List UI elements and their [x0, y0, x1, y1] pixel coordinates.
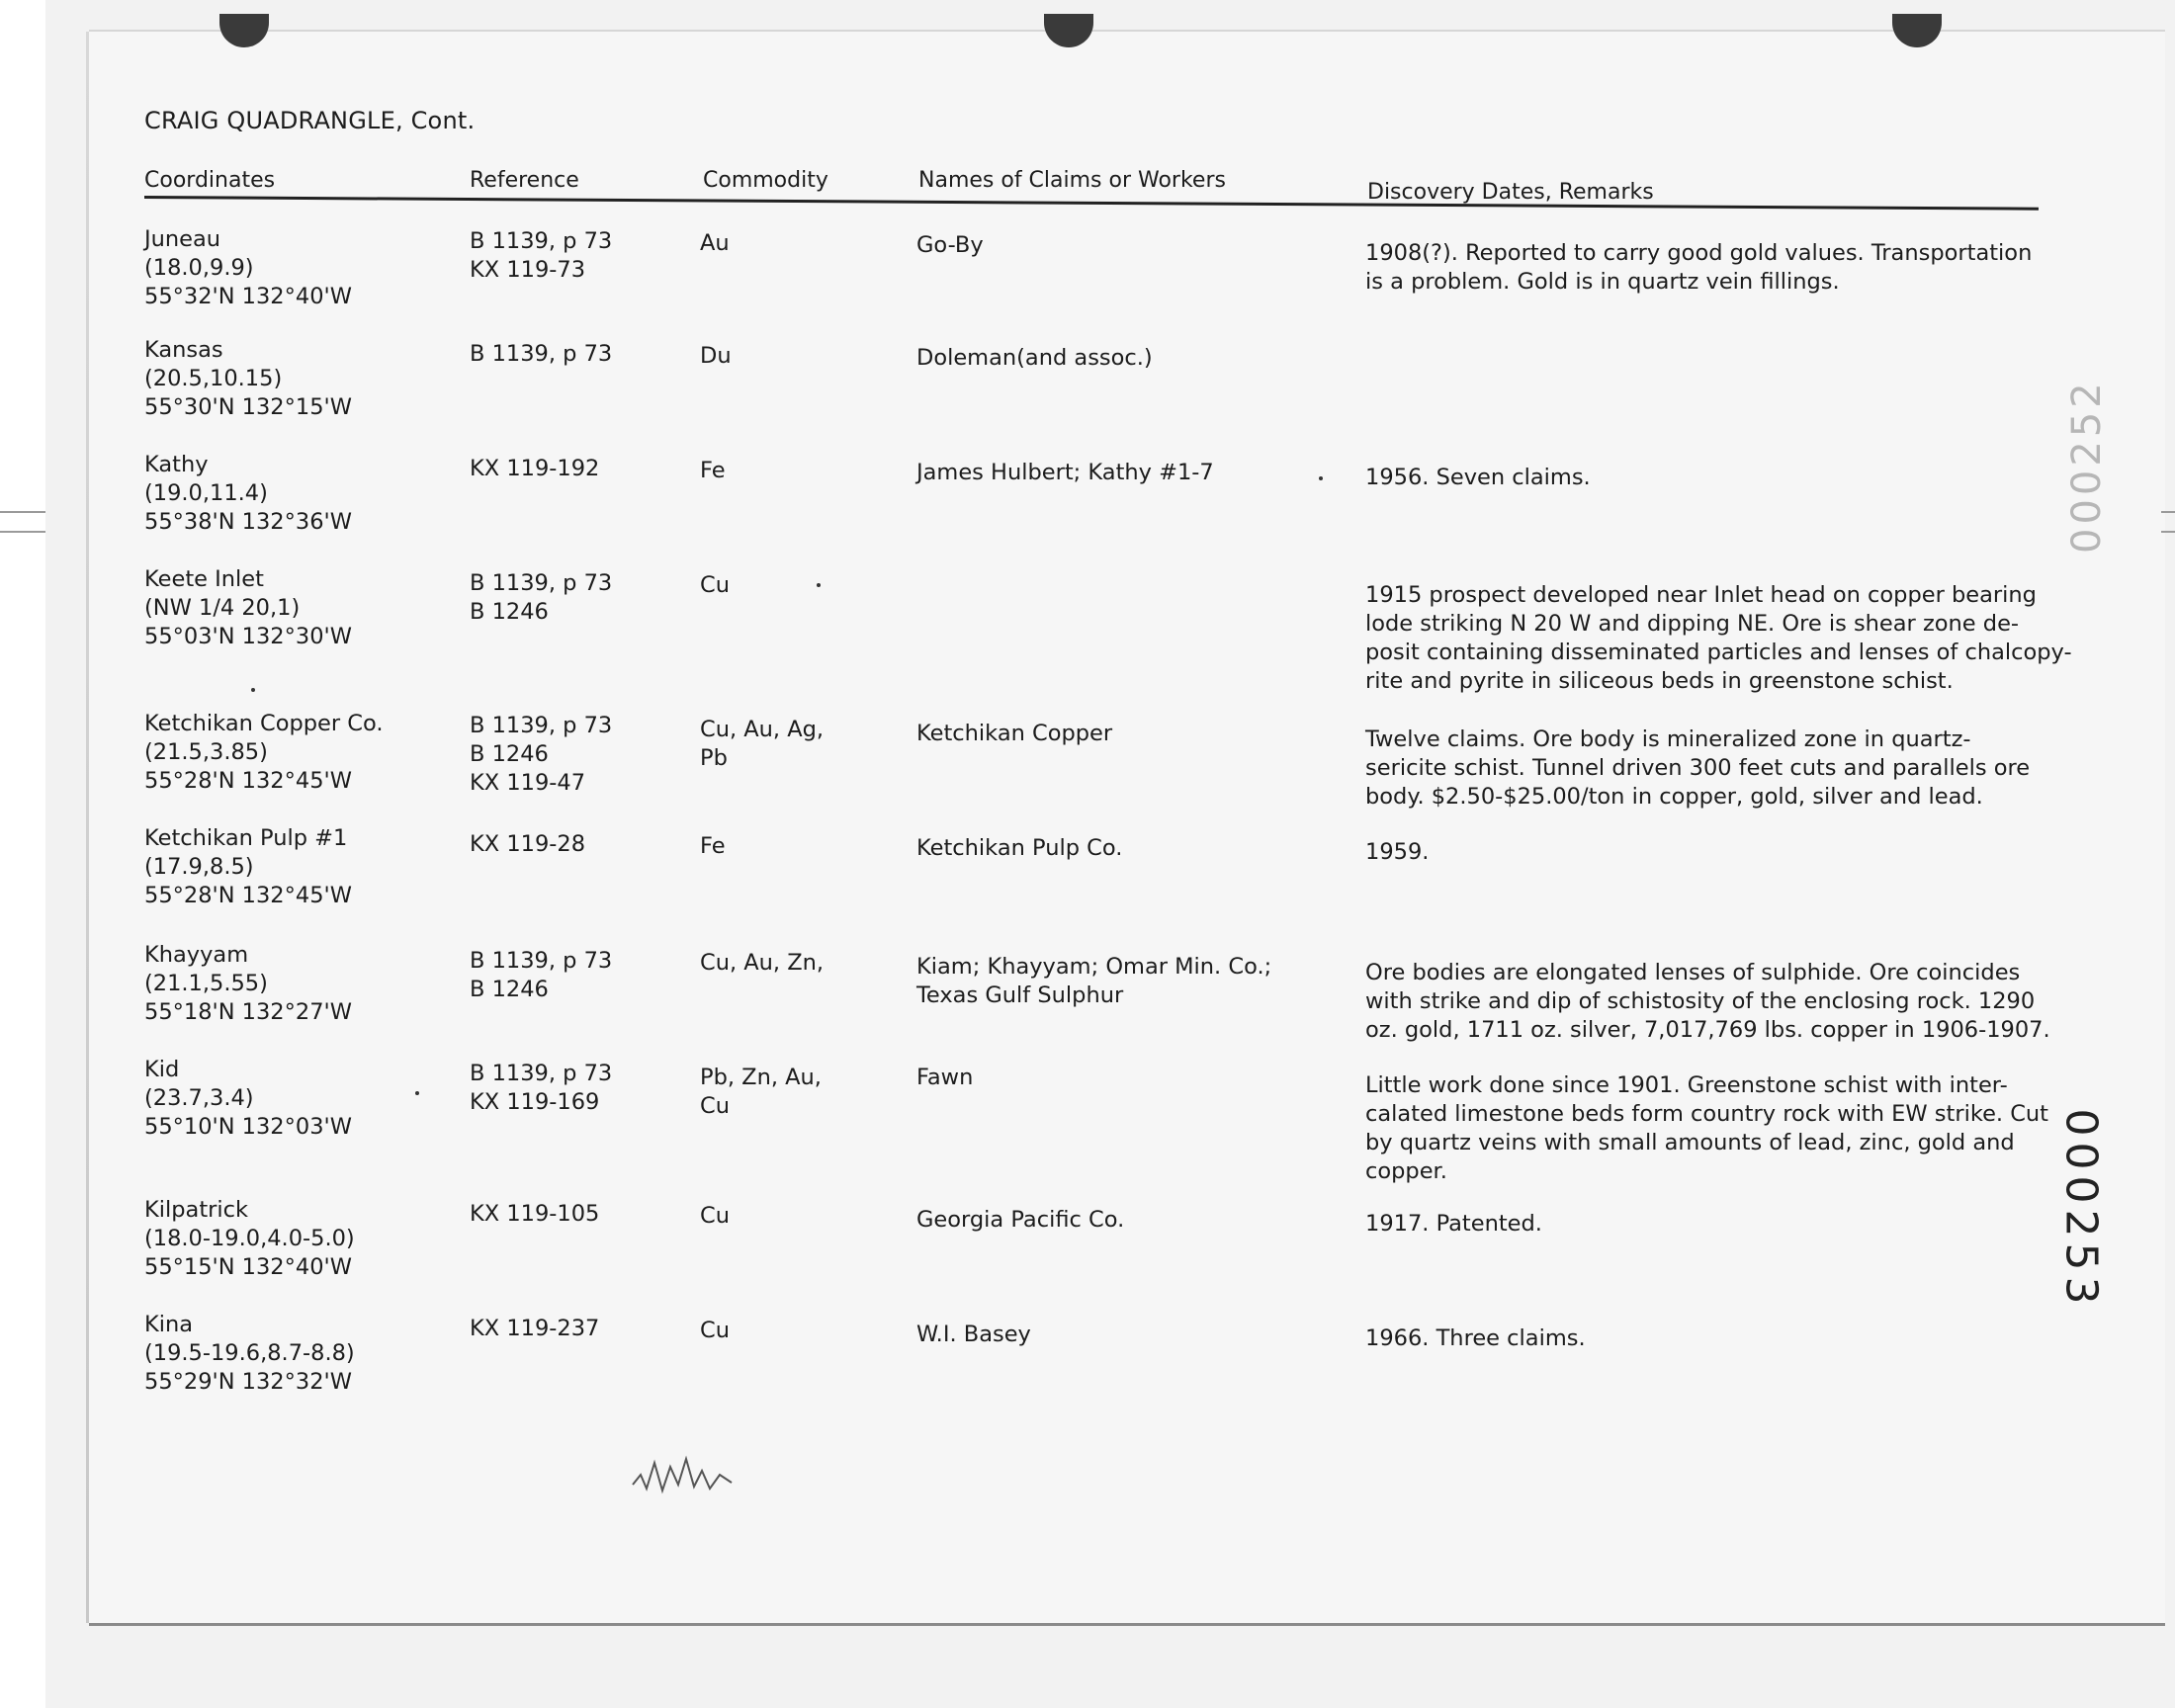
- claim-name: Kilpatrick: [144, 1197, 249, 1223]
- claim-name: Kid: [144, 1057, 180, 1082]
- column-header-reference: Reference: [470, 168, 579, 193]
- reference: B 1139, p 73: [470, 570, 613, 596]
- scan-line: [2161, 511, 2175, 513]
- commodity-cell: [700, 949, 824, 978]
- commodity: Cu, Au, Ag,: [700, 717, 825, 742]
- commodity: Cu: [700, 1093, 730, 1119]
- remarks-cell: [1365, 581, 2077, 696]
- scan-line: [2161, 531, 2175, 533]
- remark-line: body. $2.50-$25.00/ton in copper, gold, silver and lead.: [1365, 784, 1983, 810]
- remark-line: 1917. Patented.: [1365, 1211, 1542, 1237]
- commodity: Pb, Zn, Au,: [700, 1065, 822, 1090]
- reference: B 1139, p 73: [470, 228, 613, 254]
- reference: B 1246: [470, 977, 549, 1002]
- pencil-scribble: [629, 1445, 738, 1504]
- claim-name: Ketchikan Pulp #1: [144, 825, 348, 851]
- commodity: Fe: [700, 458, 726, 483]
- remarks-cell: [1365, 1324, 2077, 1353]
- grid-location: (20.5,10.15): [144, 366, 283, 391]
- grid-location: (19.5-19.6,8.7-8.8): [144, 1340, 355, 1366]
- coordinates-cell: [144, 565, 352, 651]
- claim-name: Juneau: [144, 226, 221, 252]
- lat-long: 55°18'N 132°27'W: [144, 999, 352, 1025]
- column-header-commodity: Commodity: [703, 168, 828, 193]
- grid-location: (NW 1/4 20,1): [144, 595, 301, 621]
- lat-long: 55°30'N 132°15'W: [144, 394, 352, 420]
- claim-worker-name: James Hulbert; Kathy #1-7: [916, 460, 1214, 485]
- scan-speck: [415, 1091, 419, 1095]
- names-cell: [916, 720, 1112, 748]
- scan-line: [0, 511, 45, 513]
- reference: B 1139, p 73: [470, 341, 613, 367]
- names-cell: [916, 1321, 1031, 1349]
- claim-name: Kathy: [144, 452, 209, 477]
- reference-cell: [470, 830, 585, 859]
- column-header-names: Names of Claims or Workers: [918, 168, 1226, 193]
- remark-line: oz. gold, 1711 oz. silver, 7,017,769 lbs. copper in 1906-1907.: [1365, 1017, 2050, 1043]
- commodity-cell: [700, 1202, 730, 1231]
- names-cell: [916, 1206, 1124, 1235]
- column-header-remarks: Discovery Dates, Remarks: [1367, 180, 1654, 205]
- remarks-cell: [1365, 1210, 2077, 1238]
- commodity-cell: [700, 457, 726, 485]
- remark-line: is a problem. Gold is in quartz vein fillings.: [1365, 269, 1840, 295]
- remark-line: lode striking N 20 W and dipping NE. Ore is shear zone de-: [1365, 611, 2020, 637]
- reference-cell: [470, 227, 612, 285]
- reference: KX 119-47: [470, 770, 586, 796]
- claim-name: Keete Inlet: [144, 566, 264, 592]
- commodity: Du: [700, 343, 732, 369]
- commodity: Cu: [700, 1203, 730, 1229]
- grid-location: (18.0,9.9): [144, 255, 254, 281]
- lat-long: 55°32'N 132°40'W: [144, 284, 352, 309]
- reference-cell: [470, 569, 612, 627]
- remark-line: with strike and dip of schistosity of the enclosing rock. 1290: [1365, 988, 2036, 1014]
- remark-line: posit containing disseminated particles and lenses of chalcopy-: [1365, 640, 2072, 665]
- remark-line: by quartz veins with small amounts of lead, zinc, gold and: [1365, 1130, 2015, 1155]
- claim-name: Khayyam: [144, 942, 249, 968]
- lat-long: 55°10'N 132°03'W: [144, 1114, 352, 1140]
- claim-worker-name: Doleman(and assoc.): [916, 345, 1153, 371]
- lat-long: 55°15'N 132°40'W: [144, 1254, 352, 1280]
- lat-long: 55°03'N 132°30'W: [144, 624, 352, 649]
- commodity: Cu, Au, Zn,: [700, 950, 825, 976]
- grid-location: (19.0,11.4): [144, 480, 268, 506]
- claim-worker-name: Georgia Pacific Co.: [916, 1207, 1125, 1233]
- lat-long: 55°38'N 132°36'W: [144, 509, 352, 535]
- claim-worker-name: Kiam; Khayyam; Omar Min. Co.;: [916, 954, 1272, 980]
- coordinates-cell: [144, 710, 384, 796]
- remarks-cell: [1365, 1071, 2077, 1186]
- remark-line: calated limestone beds form country rock with EW strike. Cut: [1365, 1101, 2049, 1127]
- reference-cell: [470, 1060, 612, 1117]
- scan-speck: [817, 583, 821, 587]
- remark-line: 1966. Three claims.: [1365, 1325, 1586, 1351]
- coordinates-cell: [144, 1311, 355, 1397]
- reference: KX 119-105: [470, 1201, 600, 1227]
- lat-long: 55°28'N 132°45'W: [144, 768, 352, 794]
- reference: B 1246: [470, 599, 549, 625]
- names-cell: [916, 953, 1271, 1010]
- commodity-cell: [700, 1064, 822, 1121]
- grid-location: (21.1,5.55): [144, 971, 268, 996]
- lat-long: 55°28'N 132°45'W: [144, 883, 352, 908]
- coordinates-cell: [144, 941, 352, 1027]
- coordinates-cell: [144, 225, 352, 311]
- remark-line: 1959.: [1365, 839, 1430, 865]
- commodity-cell: [700, 716, 824, 773]
- reference: B 1139, p 73: [470, 948, 613, 974]
- commodity: Cu: [700, 1318, 730, 1343]
- reference: KX 119-28: [470, 831, 586, 857]
- bleed-through-page-number: 000252: [2064, 379, 2110, 554]
- remarks-cell: [1365, 464, 2077, 492]
- reference-cell: [470, 712, 612, 798]
- claim-worker-name: Ketchikan Pulp Co.: [916, 835, 1123, 861]
- page-title: CRAIG QUADRANGLE, Cont.: [144, 107, 476, 134]
- reference-cell: [470, 947, 612, 1004]
- lat-long: 55°29'N 132°32'W: [144, 1369, 352, 1395]
- commodity: Pb: [700, 745, 728, 771]
- remark-line: copper.: [1365, 1158, 1447, 1184]
- reference-cell: [470, 455, 599, 483]
- reference-cell: [470, 1315, 599, 1343]
- claim-name: Kina: [144, 1312, 194, 1337]
- grid-location: (17.9,8.5): [144, 854, 254, 880]
- remarks-cell: [1365, 726, 2077, 811]
- names-cell: [916, 231, 984, 260]
- reference: B 1246: [470, 741, 549, 767]
- claim-name: Ketchikan Copper Co.: [144, 711, 384, 736]
- remark-line: 1956. Seven claims.: [1365, 465, 1591, 490]
- remarks-cell: [1365, 239, 2077, 297]
- remark-line: rite and pyrite in siliceous beds in greenstone schist.: [1365, 668, 1954, 694]
- coordinates-cell: [144, 336, 352, 422]
- claim-worker-name: Fawn: [916, 1065, 974, 1090]
- claim-worker-name: W.I. Basey: [916, 1322, 1031, 1347]
- coordinates-cell: [144, 1056, 352, 1142]
- commodity-cell: [700, 229, 730, 258]
- remark-line: Little work done since 1901. Greenstone schist with inter-: [1365, 1072, 2008, 1098]
- scan-speck: [1319, 476, 1323, 480]
- reference: KX 119-73: [470, 257, 586, 283]
- reference: KX 119-192: [470, 456, 600, 481]
- commodity-cell: [700, 571, 730, 600]
- commodity-cell: [700, 1317, 730, 1345]
- grid-location: (21.5,3.85): [144, 739, 268, 765]
- column-header-coordinates: Coordinates: [144, 168, 276, 193]
- commodity: Cu: [700, 572, 730, 598]
- claim-name: Kansas: [144, 337, 223, 363]
- commodity: Au: [700, 230, 730, 256]
- remark-line: sericite schist. Tunnel driven 300 feet cuts and parallels ore: [1365, 755, 2031, 781]
- grid-location: (18.0-19.0,4.0-5.0): [144, 1226, 355, 1251]
- scan-line: [0, 531, 45, 533]
- page-number-stamp: [2035, 1108, 2114, 1311]
- reference: KX 119-237: [470, 1316, 600, 1341]
- names-cell: [916, 344, 1153, 373]
- coordinates-cell: [144, 451, 352, 537]
- remarks-cell: [1365, 838, 2077, 867]
- claim-worker-name: Texas Gulf Sulphur: [916, 982, 1124, 1008]
- names-cell: [916, 834, 1122, 863]
- names-cell: [916, 1064, 973, 1092]
- coordinates-cell: [144, 824, 352, 910]
- reference-cell: [470, 340, 612, 369]
- remark-line: Twelve claims. Ore body is mineralized zone in quartz-: [1365, 726, 1971, 752]
- remarks-cell: [1365, 959, 2077, 1045]
- reference: KX 119-169: [470, 1089, 600, 1115]
- commodity-cell: [700, 342, 732, 371]
- commodity: Fe: [700, 833, 726, 859]
- claim-worker-name: Ketchikan Copper: [916, 721, 1113, 746]
- scan-margin: [0, 0, 44, 1708]
- reference: B 1139, p 73: [470, 1061, 613, 1086]
- coordinates-cell: [144, 1196, 355, 1282]
- names-cell: [916, 459, 1214, 487]
- claim-worker-name: Go-By: [916, 232, 984, 258]
- scan-speck: [251, 688, 255, 692]
- reference: B 1139, p 73: [470, 713, 613, 738]
- remark-line: Ore bodies are elongated lenses of sulphide. Ore coincides: [1365, 960, 2021, 985]
- remark-line: 1915 prospect developed near Inlet head on copper bearing: [1365, 582, 2037, 608]
- reference-cell: [470, 1200, 599, 1229]
- remark-line: 1908(?). Reported to carry good gold values. Transportation: [1365, 240, 2033, 266]
- grid-location: (23.7,3.4): [144, 1085, 254, 1111]
- commodity-cell: [700, 832, 726, 861]
- page-number: 000253: [2055, 1108, 2107, 1311]
